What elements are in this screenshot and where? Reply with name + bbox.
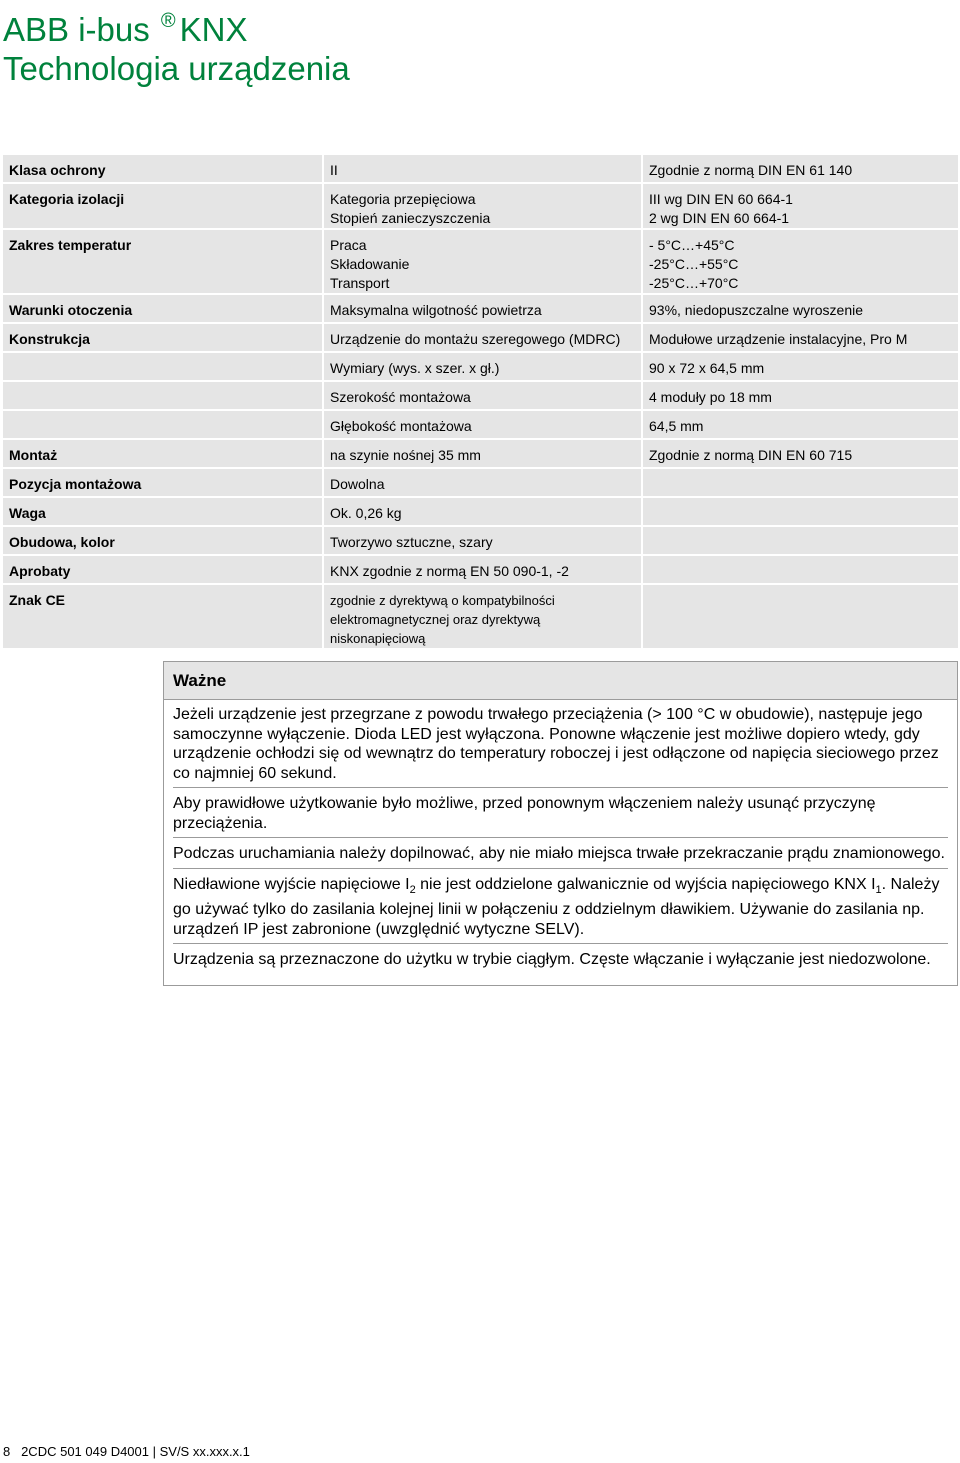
header-subtitle: Technologia urządzenia [3,50,350,87]
spec-value-line: Transport [330,275,390,291]
spec-row [3,324,958,353]
spec-standard-line: 4 moduły po 18 mm [649,389,772,405]
important-note-box [163,661,958,986]
spec-standard [641,230,958,295]
spec-value-line: II [330,162,338,178]
spec-value-line: Ok. 0,26 kg [330,505,402,521]
spec-standard-line: 2 wg DIN EN 60 664-1 [649,210,790,226]
subscript: 2 [409,883,416,896]
spec-label: Klasa ochrony [3,155,322,184]
note-paragraph: Podczas uruchamiania należy dopilnować, aby nie miało miejsca trwałe przekraczanie prądu znamionowego. [173,841,948,869]
spec-row [3,295,958,324]
spec-standard-line: - 5°C…+45°C [649,237,735,253]
spec-value-line: Dowolna [330,476,385,492]
spec-value-line: na szynie nośnej 35 mm [330,447,481,463]
spec-row [3,556,958,585]
spec-value-line: KNX zgodnie z normą EN 50 090-1, -2 [330,563,569,579]
note-text: . Należy go używać tylko do zasilania kolejnej linii w połączeniu z oddzielnym dławikiem. Używanie do zasilania np. urządzeń IP jest zabronione (uwzględnić wytyczne SELV). [173,875,940,938]
registered-mark: ® [160,10,176,32]
spec-standard [641,295,958,324]
spec-value-line: Głębokość montażowa [330,418,472,434]
spec-table [3,155,958,650]
spec-standard-line: Zgodnie z normą DIN EN 60 715 [649,447,853,463]
spec-standard [641,382,958,411]
spec-value-line: Wymiary (wys. x szer. x gł.) [330,360,500,376]
spec-row [3,230,958,295]
spec-standard [641,527,958,556]
spec-value-line: Praca [330,237,367,253]
note-text: Niedławione wyjście napięciowe I [173,875,410,893]
spec-standard [641,184,958,230]
page-header [3,2,350,88]
spec-value [322,155,641,184]
spec-row [3,527,958,556]
spec-row [3,498,958,527]
spec-standard-line: 90 x 72 x 64,5 mm [649,360,765,376]
spec-label: Aprobaty [3,556,322,585]
spec-standard-line: Modułowe urządzenie instalacyjne, Pro M [649,331,908,347]
spec-label: Pozycja montażowa [3,469,322,498]
spec-standard-line: Zgodnie z normą DIN EN 61 140 [649,162,853,178]
note-paragraph: Urządzenia są przeznaczone do użytku w trybie ciągłym. Częste włączanie i wyłączanie jest niedozwolone. [173,951,931,969]
spec-value-line: Szerokość montażowa [330,389,471,405]
document-id: 2CDC 501 049 D4001 | SV/S xx.xxx.x.1 [21,1444,250,1459]
spec-label: Waga [3,498,322,527]
spec-standard [641,469,958,498]
spec-standard [641,498,958,527]
spec-standard-line: 93%, niedopuszczalne wyroszenie [649,302,864,318]
spec-row [3,469,958,498]
header-brand: ABB i-bus [3,11,150,48]
note-paragraph [173,872,948,945]
spec-label: Obudowa, kolor [3,527,322,556]
spec-value [322,324,641,353]
spec-value [322,498,641,527]
spec-row [3,155,958,184]
spec-value [322,469,641,498]
spec-standard [641,556,958,585]
spec-standard [641,324,958,353]
spec-standard [641,440,958,469]
spec-label: Kategoria izolacji [3,184,322,230]
spec-label [3,353,322,382]
spec-row [3,585,958,650]
spec-value [322,184,641,230]
spec-row [3,184,958,230]
spec-standard-line: III wg DIN EN 60 664-1 [649,191,793,207]
spec-value [322,353,641,382]
spec-value [322,440,641,469]
spec-standard [641,585,958,650]
note-title: Ważne [164,662,957,700]
spec-standard-line: -25°C…+55°C [649,256,739,272]
spec-value [322,382,641,411]
spec-standard [641,353,958,382]
spec-value-line: Składowanie [330,256,410,272]
spec-value [322,585,641,650]
spec-value-line: Stopień zanieczyszczenia [330,210,491,226]
header-knx: KNX [179,11,248,48]
spec-label: Znak CE [3,585,322,650]
spec-row [3,440,958,469]
spec-label [3,382,322,411]
page-footer [3,1444,250,1459]
spec-row [3,411,958,440]
spec-standard [641,411,958,440]
spec-label [3,411,322,440]
header-line-1 [3,2,350,49]
note-paragraph: Jeżeli urządzenie jest przegrzane z powodu trwałego przeciążenia (> 100 °C w obudowie), następuje jego samoczynne wyłączenie. Dioda LED jest wyłączona. Ponowne włączenie jest możliwe dopiero wtedy, gdy urządzenie ochłodzi się od wewnątrz do temperatury roboczej i jest odłączone od napięcia sieciowego przez co najmniej 60 sekund. [173,702,948,788]
spec-label: Konstrukcja [3,324,322,353]
spec-value [322,527,641,556]
spec-row [3,353,958,382]
spec-standard [641,155,958,184]
note-paragraph: Aby prawidłowe użytkowanie było możliwe, przed ponownym włączeniem należy usunąć przyczynę przeciążenia. [173,791,948,838]
spec-value [322,411,641,440]
note-text: nie jest oddzielone galwanicznie od wyjścia napięciowego KNX I [415,875,876,893]
subscript: 1 [875,883,882,896]
spec-value [322,230,641,295]
spec-value-line: Maksymalna wilgotność powietrza [330,302,542,318]
spec-value-line: zgodnie z dyrektywą o kompatybilności elektromagnetycznej oraz dyrektywą niskonapięciową [330,593,555,646]
spec-standard-line: -25°C…+70°C [649,275,739,291]
spec-label: Montaż [3,440,322,469]
spec-standard-line: 64,5 mm [649,418,704,434]
spec-value-line: Kategoria przepięciowa [330,191,476,207]
spec-value [322,556,641,585]
spec-row [3,382,958,411]
spec-value-line: Urządzenie do montażu szeregowego (MDRC) [330,331,621,347]
page-number: 8 [3,1444,11,1459]
spec-value-line: Tworzywo sztuczne, szary [330,534,493,550]
spec-value [322,295,641,324]
note-body [164,700,957,974]
spec-label: Warunki otoczenia [3,295,322,324]
spec-label: Zakres temperatur [3,230,322,295]
